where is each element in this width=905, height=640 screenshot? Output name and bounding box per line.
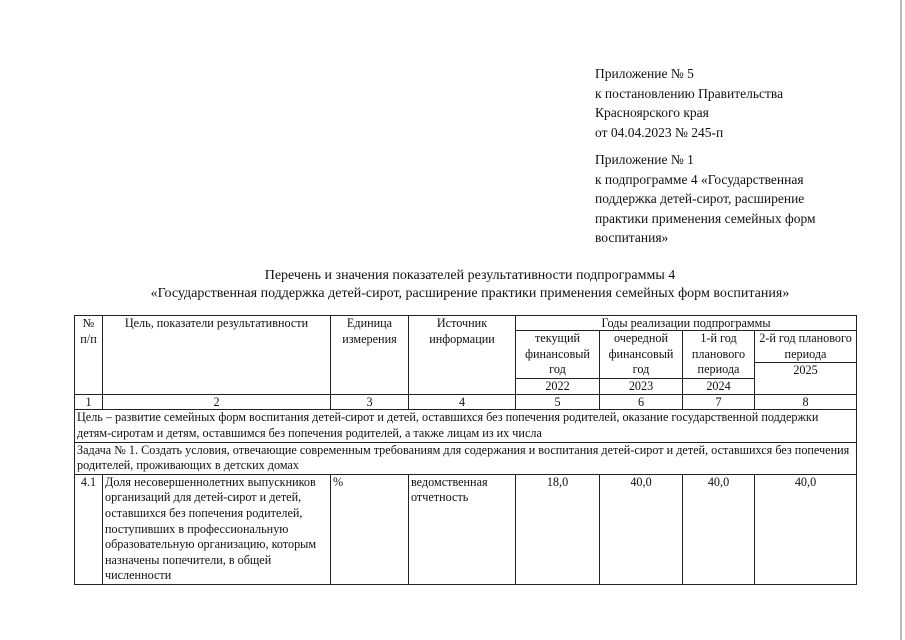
header-plan2-year-value: 2025 [755, 362, 856, 379]
appendix-5-line1: Приложение № 5 [595, 66, 694, 81]
row-unit: % [331, 474, 409, 584]
header-current-year [516, 331, 600, 395]
row-indicator-name: Доля несовершеннолетних выпускников организаций для детей-сирот и детей, оставшихся без попечения родителей, поступивших в профессиональную образовательную организацию, которым назначены попечители, в общей численности [103, 474, 331, 584]
table-row [75, 474, 857, 584]
col-number-4: 4 [409, 395, 516, 410]
column-numbers-row [75, 395, 857, 410]
col-number-8: 8 [755, 395, 857, 410]
header-row [75, 316, 857, 331]
header-num: № п/п [75, 316, 103, 395]
document-title-line1: Перечень и значения показателей результативности подпрограммы 4 [264, 268, 676, 283]
appendix-1-block [595, 150, 816, 248]
col-number-7: 7 [683, 395, 755, 410]
row-num: 4.1 [75, 474, 103, 584]
col-number-6: 6 [600, 395, 683, 410]
appendix-1-line3: поддержка детей-сирот, расширение [595, 191, 805, 206]
indicators-table [74, 315, 857, 585]
appendix-1-line4: практики применения семейных форм [595, 210, 816, 226]
header-plan1-year-label: 1-й год планового периода [691, 331, 746, 377]
header-current-year-value: 2022 [516, 378, 599, 395]
appendix-5-block [595, 64, 783, 142]
header-plan1-year [683, 331, 755, 395]
appendix-5-line4: от 04.04.2023 № 245-п [595, 124, 724, 140]
header-goal: Цель, показатели результативности [103, 316, 331, 395]
header-next-year-label: очередной финансовый год [608, 331, 674, 377]
header-next-year-value: 2023 [600, 378, 682, 395]
col-number-1: 1 [75, 395, 103, 410]
header-plan2-year [755, 331, 857, 395]
document-title-line2: «Государственная поддержка детей-сирот, расширение практики применения семейных форм воспитания» [150, 286, 790, 301]
header-next-year [600, 331, 683, 395]
row-value-2024: 40,0 [683, 474, 755, 584]
row-source: ведомственная отчетность [409, 474, 516, 584]
header-source: Источник информации [409, 316, 516, 395]
col-number-5: 5 [516, 395, 600, 410]
appendix-5-line2: к постановлению Правительства [595, 85, 784, 101]
row-value-2023: 40,0 [600, 474, 683, 584]
appendix-1-line5: воспитания» [595, 230, 669, 245]
goal-row [75, 410, 857, 442]
col-number-2: 2 [103, 395, 331, 410]
header-unit: Единица измерения [331, 316, 409, 395]
appendix-1-line2: к подпрограмме 4 «Государственная [595, 171, 804, 187]
row-value-2022: 18,0 [516, 474, 600, 584]
header-plan1-year-value: 2024 [683, 378, 754, 395]
task-text: Задача № 1. Создать условия, отвечающие современным требованиям для содержания и воспитания детей-сирот и детей, оставшихся без попечения родителей, проживающих в детских домах [75, 442, 857, 474]
goal-text: Цель – развитие семейных форм воспитания детей-сирот и детей, оставшихся без попечения родителей, оказание государственной поддержки детям-сиротам и детям, оставшимся без попечения родителей, а также лицам из их числа [75, 410, 857, 442]
row-value-2025: 40,0 [755, 474, 857, 584]
header-plan2-year-label: 2-й год планового периода [759, 331, 852, 361]
appendix-1-line1: Приложение № 1 [595, 152, 694, 167]
task-row [75, 442, 857, 474]
header-current-year-label: текущий финансовый год [525, 331, 590, 377]
page-edge-line [900, 0, 902, 640]
col-number-3: 3 [331, 395, 409, 410]
appendix-5-line3: Красноярского края [595, 105, 709, 120]
header-years-group: Годы реализации подпрограммы [516, 316, 857, 331]
